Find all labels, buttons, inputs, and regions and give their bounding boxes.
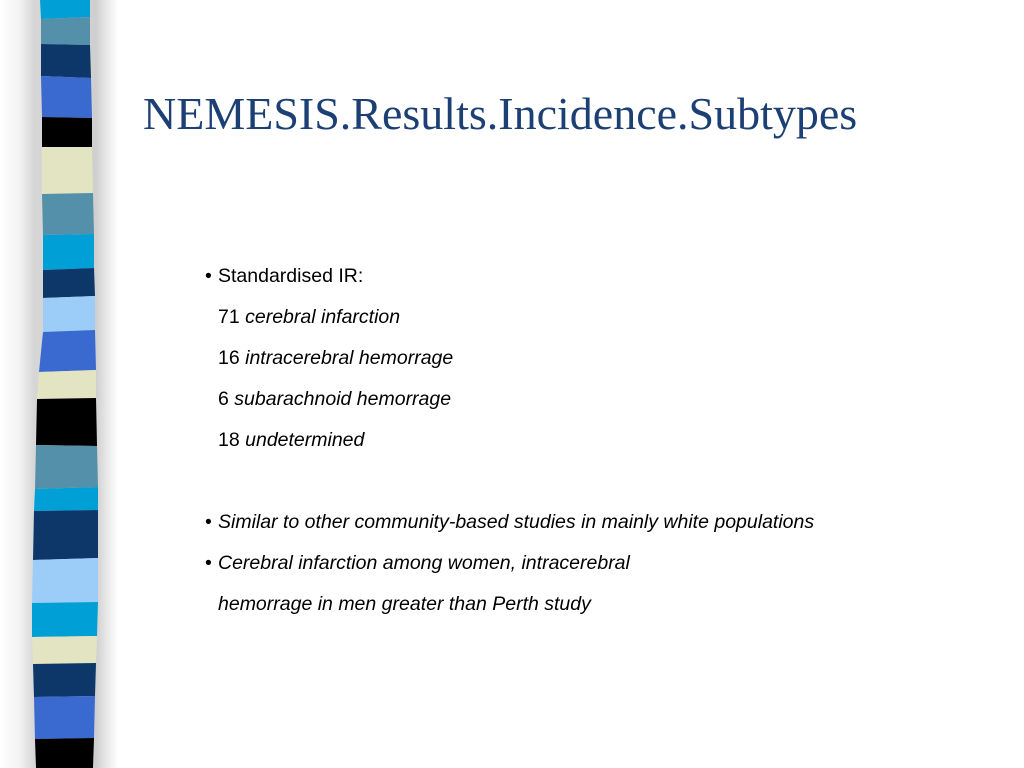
rate-line-undetermined [205, 427, 814, 468]
rate-value: 18 [218, 429, 240, 451]
bullet-dot: • [205, 511, 212, 533]
rate-label: intracerebral hemorrage [245, 347, 454, 369]
rate-line-cerebral-infarction [205, 304, 814, 345]
slide-title: NEMESIS.Results.Incidence.Subtypes [143, 88, 858, 139]
cerebral-infarction-women-text-line1: Cerebral infarction among women, intracerebral [218, 552, 630, 574]
rate-label: undetermined [245, 429, 365, 451]
bullet-dot: • [205, 265, 212, 287]
rate-line-subarachnoid-hemorrage [205, 386, 814, 427]
rate-label: cerebral infarction [245, 306, 401, 328]
slide-body [205, 263, 814, 632]
bullet-similar-studies [205, 509, 814, 550]
rate-line-intracerebral-hemorrage [205, 345, 814, 386]
cerebral-infarction-women-text-line2: hemorrage in men greater than Perth study [218, 593, 591, 615]
rate-value: 71 [218, 306, 240, 328]
bullet-cerebral-infarction-women [205, 550, 814, 591]
rate-value: 6 [218, 388, 229, 410]
bullet-standardised-ir [205, 263, 814, 304]
rate-value: 16 [218, 347, 240, 369]
rate-label: subarachnoid hemorrage [234, 388, 452, 410]
spacer [205, 468, 814, 509]
decorative-stripe [0, 0, 118, 768]
bullet-cerebral-infarction-women-continued [205, 591, 814, 632]
standardised-ir-heading: Standardised IR: [218, 265, 364, 287]
bullet-dot: • [205, 552, 212, 574]
similar-studies-text: Similar to other community-based studies in mainly white populations [218, 511, 815, 533]
